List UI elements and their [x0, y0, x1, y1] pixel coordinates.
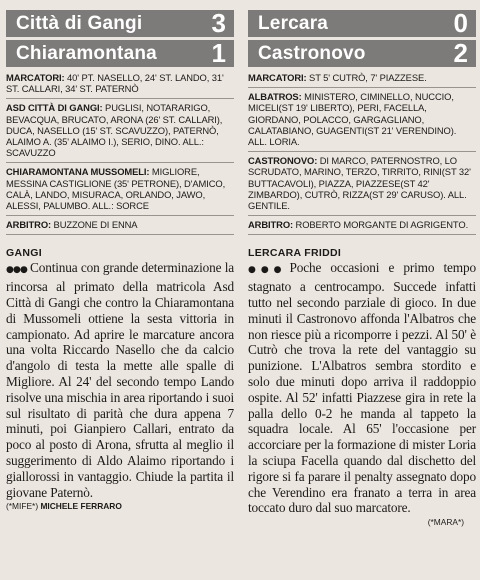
arbitro-label: ARBITRO:: [248, 219, 294, 231]
divider: [248, 215, 476, 216]
home-lineup-text: PUGLISI, NOTARARIGO, BEVACQUA, BRUCATO, ARONA (26' ST. CALLARI), DUCA, NASELLO (15' ST. SCAVUZZO), PATERNÒ, ALAIMO A. (35' ALAIMO I.), SERIO, DINO. ALL.: SCAVUZZO: [6, 102, 223, 159]
marcatori-text: ST 5' CUTRÒ, 7' PIAZZESE.: [306, 72, 427, 83]
home-lineup: [6, 100, 234, 161]
divider: [248, 234, 476, 235]
team-score: 1: [211, 38, 226, 68]
byline-tag: (*MARA*): [427, 517, 464, 528]
home-lineup-label: ALBATROS:: [248, 91, 302, 103]
article-text: Poche occasioni e primo tempo stagnato a centrocampo. Succede infatti tutto nel secondo parziale di gioco. In due minuti il Castronovo affonda l'Albatros che non riesce più a ricomporre i pezzi. Al 50' è Cutrò che trova la rete del vantaggio su punizione. L'Albatros sembra stordito e solo due minuti dopo arriva il raddoppio ospite. Al 52' infatti Piazzese gira in rete la palla dello 0-2 he manda al tappeto la squadra locale. Al 65' l'occasione per accorciare per la formazione di mister Loria la sciupa Facella quando dal dischetto del rigore si fa parare il penalty assegnato dopo che Verendino era franato a terra in area toccato duro dal suo marcatore.: [248, 260, 477, 516]
away-lineup-text: DI MARCO, PATERNOSTRO, LO SCRUDATO, MARINO, TERZO, TIRRITO, RINI(ST 32' BUTTACAVOLI), PIAZZA, PIAZZESE(ST 42' ZIMBARDO), CUTRÒ, RIZZA(ST 29' CARUSO). ALL. GENTILE.: [248, 155, 471, 212]
byline-author: MICHELE FERRARO: [40, 501, 122, 512]
arbitro-text: BUZZONE DI ENNA: [51, 219, 138, 231]
marcatori-label: MARCATORI:: [6, 72, 65, 83]
team-name: Castronovo: [258, 42, 366, 64]
team-score: 2: [453, 38, 468, 68]
article-text: Continua con grande determinazione la rincorsa al primato della matricola Asd Città di Gangi che contro la Chiaramontana di Mussomeli ottiene la sesta vittoria in campionato. Ad aprire le marcature ancora una volta Riccardo Nasello che da calcio d'angolo di testa la mette alle spalle di Migliore. Al 24' del secondo tempo Lando risolve una mischia in area riportando i suoi sul risultato di parità che dura appena 7 minuti, poi Gianpiero Callari, entrato da poco al posto di Arona, sfrutta al meglio il suggerimento di Aldo Alaimo riportando i giallorossi in vantaggio. Chiude la partita il giovane Paternò.: [6, 260, 234, 500]
divider: [248, 151, 476, 152]
score-row-away: [6, 40, 234, 67]
bullet-dots: ●●●: [6, 265, 27, 276]
bullet-dots: ●●●: [248, 265, 287, 276]
article-location: LERCARA FRIDDI: [248, 247, 342, 260]
marcatori: [248, 70, 476, 86]
divider: [6, 215, 234, 216]
home-lineup-text: MINISTERO, CIMINELLO, NUCCIO, MICELI(ST 19' LIBERTO), PERI, FACELLA, GIORDANO, POLACCO, GARGAGLIANO, CALATABIANO, GUAGENTI(ST 21' VERENDINO). ALL. LORIA.: [248, 91, 457, 148]
away-lineup-label: CHIARAMONTANA MUSSOMELI:: [6, 166, 150, 178]
divider: [6, 162, 234, 163]
team-name: Città di Gangi: [16, 12, 143, 34]
home-lineup-label: ASD CITTÀ DI GANGI:: [6, 102, 103, 114]
byline-tag: (*MIFE*): [6, 501, 39, 512]
match-report-gangi: [6, 0, 234, 511]
team-score: 0: [453, 8, 468, 38]
away-lineup: [6, 164, 234, 214]
arbitro: [6, 217, 234, 233]
divider: [6, 98, 234, 99]
article-body: [248, 260, 476, 516]
arbitro: [248, 217, 476, 233]
marcatori: [6, 70, 234, 97]
score-row-away: [248, 40, 476, 67]
byline: [248, 517, 476, 527]
match-report-lercara: [248, 0, 476, 527]
article-location: GANGI: [6, 247, 42, 260]
away-lineup-text: MIGLIORE, MESSINA CASTIGLIONE (35' PETRONE), D'AMICO, CALÀ, LANDO, MISURACA, ORLANDO, JAWO, ALESSI, PALUMBO. ALL.: SORCE: [6, 166, 226, 212]
team-name: Chiaramontana: [16, 42, 157, 64]
home-lineup: [248, 89, 476, 150]
arbitro-text: ROBERTO MORGANTE DI AGRIGENTO.: [293, 219, 469, 231]
article-body: [6, 260, 234, 500]
marcatori-text: 40' PT. NASELLO, 24' ST. LANDO, 31' ST. CALLARI, 34' ST. PATERNÒ: [6, 72, 224, 95]
marcatori-label: MARCATORI:: [248, 72, 307, 83]
team-name: Lercara: [258, 12, 329, 34]
divider: [6, 234, 234, 235]
arbitro-label: ARBITRO:: [6, 219, 52, 231]
away-lineup-label: CASTRONOVO:: [248, 155, 318, 167]
byline: [6, 501, 234, 511]
away-lineup: [248, 153, 476, 214]
divider: [248, 87, 476, 88]
score-row-home: [248, 10, 476, 37]
team-score: 3: [211, 8, 226, 38]
score-row-home: [6, 10, 234, 37]
